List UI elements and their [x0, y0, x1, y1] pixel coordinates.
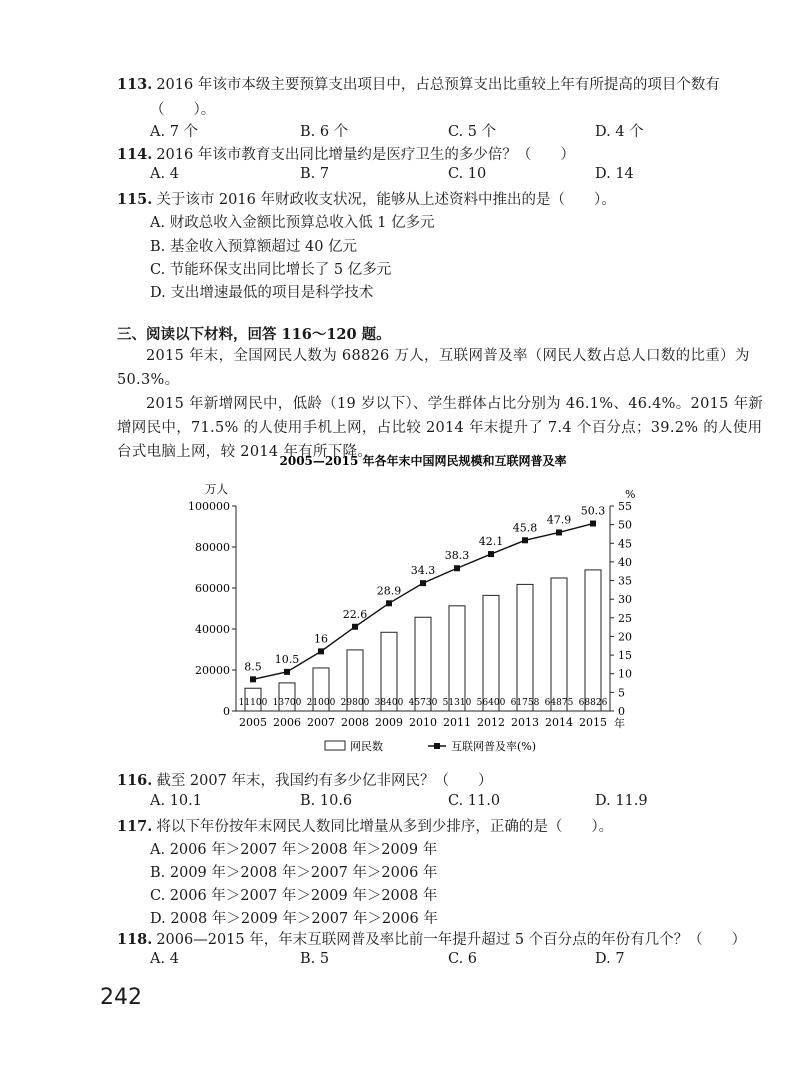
- bar-value-label: 21000: [306, 698, 336, 708]
- bar-value-label: 11100: [238, 698, 268, 708]
- option-b[interactable]: B. 2009 年＞2008 年＞2007 年＞2006 年: [150, 865, 438, 881]
- question-118: [117, 929, 767, 951]
- y-left-tick-label: 100000: [188, 500, 230, 513]
- rate-point: [454, 565, 460, 571]
- y-right-tick-label: 45: [618, 537, 632, 551]
- x-tick-label: 2015: [579, 716, 607, 729]
- option-c[interactable]: C. 5 个: [448, 124, 497, 140]
- rate-value-label: 16: [314, 632, 328, 646]
- y-right-tick-label: 30: [618, 593, 632, 607]
- bar: [415, 617, 431, 711]
- x-tick-label: 2014: [545, 716, 573, 729]
- bar: [585, 570, 601, 711]
- y-right-tick-label: 50: [618, 518, 632, 532]
- legend-line-label: 互联网普及率(%): [451, 740, 537, 753]
- option-c[interactable]: C. 6: [448, 951, 478, 967]
- x-tick-label: 2005: [239, 716, 267, 729]
- rate-point: [590, 521, 596, 527]
- y-right-tick-label: 15: [618, 649, 632, 663]
- question-text-cont: （ ）。: [150, 102, 216, 118]
- option-c[interactable]: C. 节能环保支出同比增长了 5 亿多元: [150, 262, 392, 278]
- options-116: [150, 793, 770, 815]
- question-number: 115.: [117, 191, 153, 208]
- rate-value-label: 38.3: [444, 549, 470, 563]
- legend-line-marker: [434, 743, 440, 749]
- option-c[interactable]: C. 10: [448, 166, 487, 182]
- option-d[interactable]: D. 支出增速最低的项目是科学技术: [150, 285, 374, 301]
- y-left-tick-label: 60000: [195, 582, 230, 595]
- y-right-tick-label: 0: [618, 705, 625, 718]
- bar: [551, 578, 567, 711]
- question-text: 将以下年份按年末网民人数同比增量从多到少排序，正确的是（ ）。: [156, 819, 614, 835]
- option-d[interactable]: D. 11.9: [595, 793, 648, 809]
- rate-value-label: 34.3: [410, 564, 436, 578]
- option-d[interactable]: D. 4 个: [595, 124, 644, 140]
- question-116: [117, 770, 767, 792]
- y-left-tick-label: 40000: [195, 623, 230, 636]
- option-d[interactable]: D. 7: [595, 951, 625, 967]
- rate-point: [522, 537, 528, 543]
- rate-point: [556, 529, 562, 535]
- x-tick-label: 2012: [477, 716, 505, 729]
- question-number: 117.: [117, 818, 153, 835]
- rate-point: [352, 624, 358, 630]
- rate-value-label: 28.9: [376, 584, 402, 598]
- option-a[interactable]: A. 7 个: [150, 124, 199, 140]
- option-a[interactable]: A. 财政总收入金额比预算总收入低 1 亿多元: [150, 215, 435, 231]
- rate-point: [386, 600, 392, 606]
- y-left-tick-label: 0: [223, 705, 230, 718]
- y-right-tick-label: 20: [618, 630, 632, 644]
- bar: [449, 606, 465, 711]
- rate-point: [488, 551, 494, 557]
- rate-point: [250, 676, 256, 682]
- page-number: 242: [100, 985, 142, 1010]
- legend-bar-label: 网民数: [350, 740, 383, 753]
- rate-value-label: 42.1: [478, 535, 504, 549]
- rate-value-label: 50.3: [580, 504, 606, 518]
- chart-title: 2005—2015 年各年末中国网民规模和互联网普及率: [279, 454, 567, 468]
- option-b[interactable]: B. 7: [300, 166, 330, 182]
- bar: [483, 595, 499, 711]
- bar-value-label: 61758: [510, 698, 540, 708]
- x-unit-label: 年: [614, 717, 625, 730]
- question-text: 2016 年该市教育支出同比增量约是医疗卫生的多少倍？（ ）: [156, 147, 575, 163]
- bar-value-label: 29800: [340, 698, 370, 708]
- x-tick-label: 2006: [273, 716, 301, 729]
- question-text: 2006—2015 年，年末互联网普及率比前一年提升超过 5 个百分点的年份有几个？（ ）: [156, 932, 747, 948]
- rate-value-label: 8.5: [244, 660, 262, 674]
- material-paragraph-1: 2015 年末，全国网民人数为 68826 万人，互联网普及率（网民人数占总人口数的比重）为 50.3%。: [117, 348, 750, 388]
- option-c[interactable]: C. 11.0: [448, 793, 501, 809]
- option-a[interactable]: A. 10.1: [150, 793, 202, 809]
- y-left-label: 万人: [205, 482, 228, 496]
- option-a[interactable]: A. 4: [150, 951, 179, 967]
- x-tick-label: 2010: [409, 716, 437, 729]
- option-d[interactable]: D. 14: [595, 166, 634, 182]
- y-right-tick-label: 40: [618, 555, 632, 569]
- question-text: 关于该市 2016 年财政收支状况，能够从上述资料中推出的是（ ）。: [156, 192, 616, 208]
- x-tick-label: 2011: [443, 716, 471, 729]
- question-number: 113.: [117, 76, 153, 93]
- option-b[interactable]: B. 6 个: [300, 124, 349, 140]
- x-tick-label: 2008: [341, 716, 369, 729]
- rate-point: [420, 580, 426, 586]
- material-paragraph-2: 2015 年新增网民中，低龄（19 岁以下）、学生群体占比分别为 46.1%、46.4%。2015 年新增网民中，71.5% 的人使用手机上网，占比较 2014 年末提升了 7.4 个百分点；39.2% 的人使用台式电脑上网，较 2014 年有所下降。: [117, 396, 764, 460]
- option-a[interactable]: A. 2006 年＞2007 年＞2008 年＞2009 年: [150, 842, 438, 858]
- x-tick-label: 2009: [375, 716, 403, 729]
- y-right-tick-label: 25: [618, 611, 632, 625]
- bar-value-label: 38400: [374, 698, 404, 708]
- option-c[interactable]: C. 2006 年＞2007 年＞2009 年＞2008 年: [150, 888, 438, 904]
- option-b[interactable]: B. 基金收入预算额超过 40 亿元: [150, 239, 358, 255]
- rate-value-label: 45.8: [512, 521, 538, 535]
- bar-value-label: 45730: [408, 698, 438, 708]
- y-left-tick-label: 80000: [195, 541, 230, 554]
- option-d[interactable]: D. 2008 年＞2009 年＞2007 年＞2006 年: [150, 911, 438, 927]
- bar-value-label: 68826: [578, 698, 608, 708]
- rate-point: [284, 669, 290, 675]
- section-title: 三、阅读以下材料，回答 116～120 题。: [117, 326, 391, 343]
- y-right-label: %: [625, 488, 636, 501]
- y-left-tick-label: 20000: [195, 664, 230, 677]
- bar-value-label: 13700: [272, 698, 302, 708]
- y-right-tick-label: 35: [618, 574, 632, 588]
- rate-point: [318, 648, 324, 654]
- bar: [517, 584, 533, 711]
- question-number: 114.: [117, 146, 153, 163]
- question-number: 116.: [117, 772, 153, 789]
- option-b[interactable]: B. 5: [300, 951, 330, 967]
- bar-value-label: 51310: [442, 698, 472, 708]
- x-tick-label: 2007: [307, 716, 335, 729]
- y-right-tick-label: 10: [618, 667, 632, 681]
- y-right-tick-label: 5: [618, 686, 625, 700]
- rate-value-label: 10.5: [274, 652, 300, 666]
- legend-bar-swatch: [325, 741, 345, 750]
- option-b[interactable]: B. 10.6: [300, 793, 353, 809]
- question-117: [117, 816, 767, 838]
- question-text: 2016 年该市本级主要预算支出项目中，占总预算支出比重较上年有所提高的项目个数有: [156, 77, 720, 93]
- bar-value-label: 64875: [544, 698, 574, 708]
- question-text: 截至 2007 年末，我国约有多少亿非网民？（ ）: [156, 773, 493, 789]
- options-118: [150, 951, 770, 973]
- option-a[interactable]: A. 4: [150, 166, 179, 182]
- question-number: 118.: [117, 931, 153, 948]
- bar-value-label: 56400: [476, 698, 506, 708]
- rate-value-label: 47.9: [546, 513, 572, 527]
- rate-value-label: 22.6: [342, 607, 368, 621]
- y-right-tick-label: 55: [618, 500, 632, 513]
- x-tick-label: 2013: [511, 716, 539, 729]
